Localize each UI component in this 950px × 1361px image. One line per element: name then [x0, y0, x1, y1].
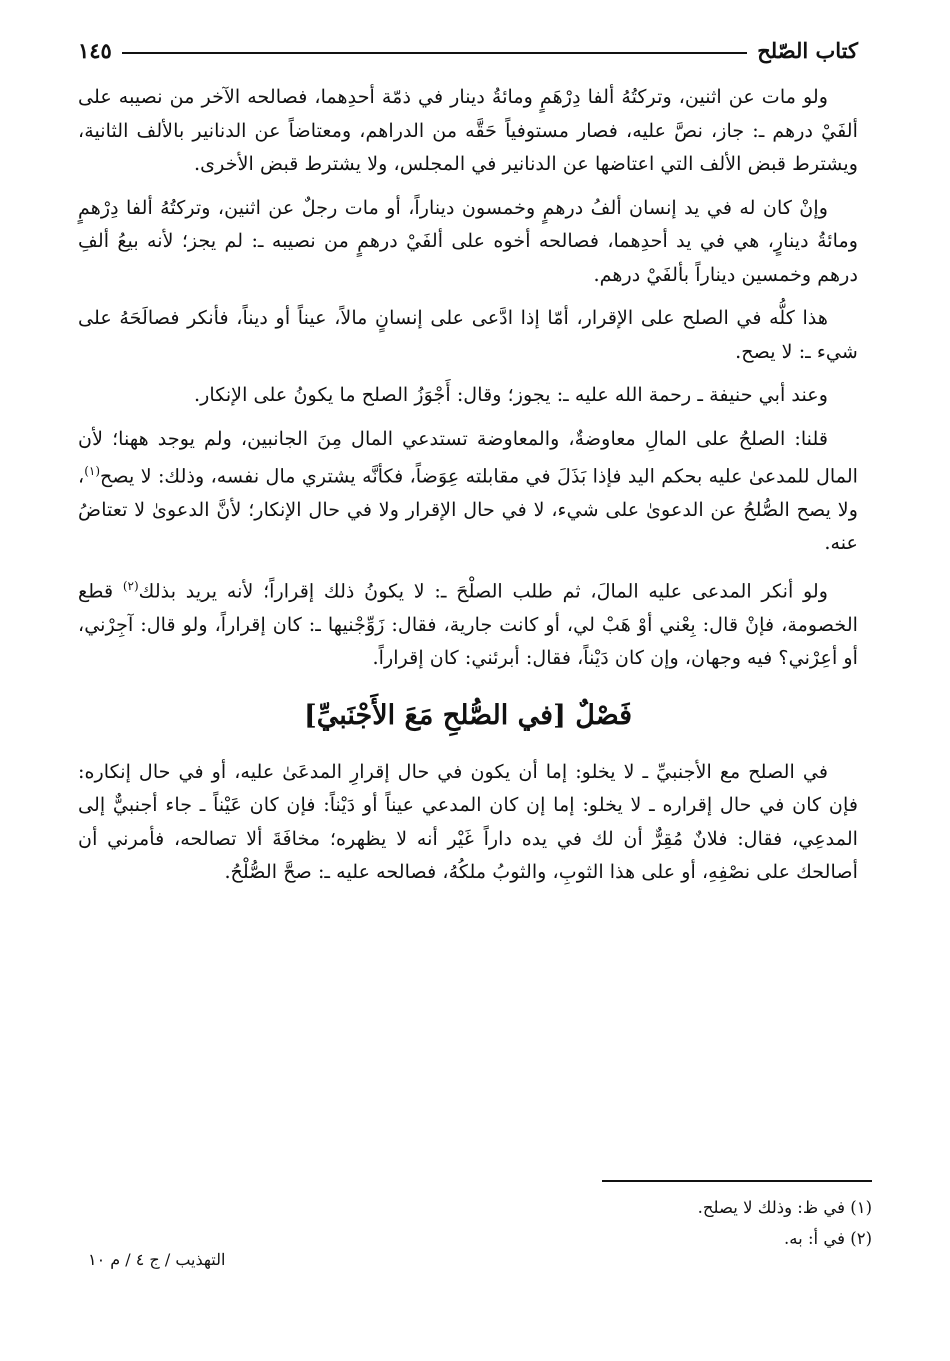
- paragraph-text: في الصلح مع الأجنبيِّ ـ لا يخلو: إما أن يكون في حال إقرارِ المدعَىٰ عليه، أو في حال إنكاره: فإن كان في حال إقراره ـ لا يخلو: إما إن كان المدعي عيناً أو دَيْناً: فإن كان عَيْناً ـ جاء أجنبيٌّ إلى المدعِي، فقال: فلانٌ مُقِرٌّ أن لك في يده داراً غَيْر أنه لا يظهره؛ مخافَةَ ألا تصالحه، فأمرني أن أصالحك على نصْفِهِ، أو على هذا الثوبِ، والثوبُ ملكُهُ، فصالحه عليه ـ: صحَّ الصُّلْحُ.: [78, 759, 858, 884]
- footnote-ref: (٢): [122, 578, 139, 593]
- paragraph-text: وإنْ كان له في يد إنسان ألفُ درهمٍ وخمسون ديناراً، أو مات رجلٌ عن اثنين، وتركتُهُ ألفا دِرْهمٍ ومائةُ دينارٍ، هي في يد أحدِهما، فصالحه أخوه على ألفَيْ درهمٍ من نصيبه ـ: لم يجز؛ لأنه بيعُ ألفِ درهم وخمسين ديناراً بألفَيْ درهم.: [78, 195, 858, 286]
- paragraph: [78, 301, 858, 368]
- paragraphs-before: [78, 80, 858, 675]
- running-header: [78, 30, 858, 70]
- page: [78, 30, 858, 899]
- paragraph-text: ولو أنكر المدعى عليه المالَ، ثم طلب الصلْحَ ـ: لا يكونُ ذلك إقراراً؛ لأنه يريد بذلك: [138, 579, 828, 603]
- printer-signature: التهذيب / ج ٤ / م ١٠: [88, 1250, 226, 1269]
- footnote-rule: [602, 1180, 872, 1182]
- section-heading: فَصْلٌ [في الصُّلحِ مَعَ الأَجْنَبيِّ]: [303, 699, 633, 731]
- paragraph: [78, 191, 858, 292]
- paragraph-text: هذا كلُّه في الصلح على الإقرار، أمّا إذا ادَّعى على إنسانٍ مالاً، عيناً أو ديناً، فأنكر فصالَحَهُ على شيء ـ: لا يصح.: [78, 306, 858, 363]
- footnotes: [372, 1192, 872, 1254]
- paragraph-text: ، ولا يصح الصُّلحُ عن الدعوىٰ على شيء، لا في حال الإقرار ولا في حال الإنكار؛ لأنَّ الدعوىٰ لا تعتاضُ عنه.: [78, 464, 858, 555]
- body-text: [78, 80, 858, 889]
- header-rule: [122, 52, 747, 54]
- footnote: (٢) في أ: به.: [784, 1229, 872, 1248]
- paragraph: [78, 570, 858, 675]
- footnote: (١) في ظ: وذلك لا يصلح.: [697, 1198, 872, 1217]
- paragraphs-after: [78, 755, 858, 889]
- paragraph: [78, 378, 858, 412]
- paragraph: [78, 422, 858, 560]
- paragraph-text: قلنا: الصلحُ على المالِ معاوضةٌ، والمعاوضة تستدعي المال مِنَ الجانبين، ولم يوجد ههنا؛ لأن المال للمدعىٰ عليه بحكم اليد فإذا بَذَلَ في مقابلته عِوَضاً، فكأنَّه يشتري مال نفسه، وذلك: لا يصح: [78, 426, 858, 488]
- page-number: ١٤٥: [78, 37, 112, 63]
- paragraph-text: ولو مات عن اثنين، وتركتُهُ ألفا دِرْهَمٍ ومائةُ دينار في ذمّة أحدِهما، فصالحه الآخر من نصيبه على ألفَيْ درهم ـ: جاز، نصَّ عليه، فصار مستوفياً حَقَّه من الدراهم، ومعتاضاً عن الدنانير بالألف الثانية، ويشترط قبض الألف التي اعتاضها عن الدنانير في المجلس، ولا يشترط قبض الأخرى.: [78, 85, 858, 175]
- paragraph-text: وعند أبي حنيفة ـ رحمة الله عليه ـ: يجوز؛ وقال: أَجْوَزُ الصلح ما يكونُ على الإنكار.: [194, 383, 828, 406]
- paragraph: [78, 755, 858, 889]
- footnote-ref: (١): [84, 464, 101, 478]
- paragraph: [78, 80, 858, 181]
- book-title: كتاب الصّلح: [757, 37, 858, 63]
- paragraph-text: قطع الخصومة، فإنْ قال: بِعْني أوْ هَبْ لي، أو كانت جارية، فقال: زَوِّجْنيها ـ: كان إقراراً، ولو قال: آجِرْني، أو أعِرْني؟ فيه وجهان، وإن كان دَيْناً، فقال: أبرئني: كان إقراراً.: [78, 579, 858, 670]
